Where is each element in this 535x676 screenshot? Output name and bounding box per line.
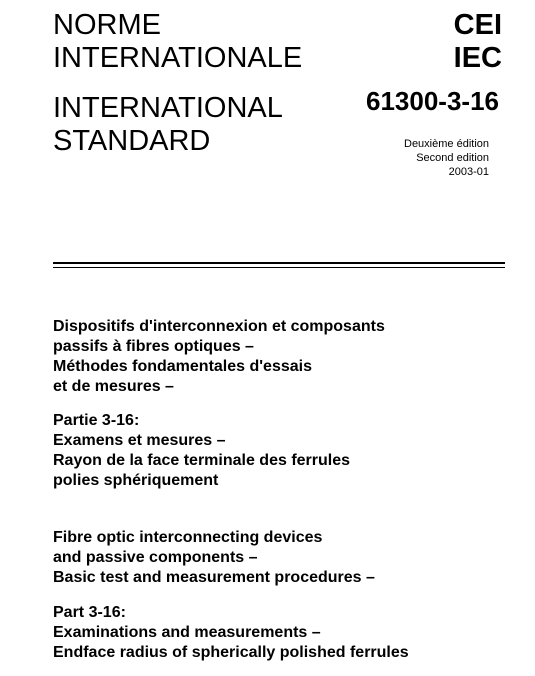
- iec-label: IEC: [453, 42, 502, 74]
- title-line: and passive components –: [53, 549, 258, 566]
- french-part-title: [53, 411, 350, 491]
- standard-number: 61300-3-16: [366, 86, 499, 116]
- title-line: Examens et mesures –: [53, 432, 226, 449]
- standard-line-2: STANDARD: [53, 125, 211, 157]
- edition-french: Deuxième édition: [404, 138, 489, 150]
- english-main-title: [53, 528, 375, 588]
- title-line: Endface radius of spherically polished ferrules: [53, 644, 409, 661]
- edition-info: [404, 137, 489, 179]
- standard-line-1: INTERNATIONAL: [53, 92, 283, 124]
- edition-date: 2003-01: [448, 166, 489, 178]
- english-part-title: [53, 603, 409, 663]
- cei-iec-marks: [454, 9, 502, 75]
- norme-line-1: NORME: [53, 9, 161, 41]
- title-line: Rayon de la face terminale des ferrules: [53, 452, 351, 469]
- title-line: Examinations and measurements –: [53, 624, 321, 641]
- title-line: Part 3-16:: [53, 604, 126, 621]
- title-line: Méthodes fondamentales d'essais: [53, 358, 312, 375]
- standard-heading: [53, 92, 283, 158]
- divider-rule-top: [53, 262, 505, 264]
- cei-label: CEI: [453, 9, 502, 41]
- title-line: passifs à fibres optiques –: [53, 338, 254, 355]
- title-line: Partie 3-16:: [53, 412, 140, 429]
- title-line: et de mesures –: [53, 378, 174, 395]
- title-line: Dispositifs d'interconnexion et composants: [53, 318, 385, 335]
- edition-english: Second edition: [416, 152, 489, 164]
- divider-rule-bottom: [53, 267, 505, 268]
- title-line: Basic test and measurement procedures –: [53, 569, 375, 586]
- title-line: Fibre optic interconnecting devices: [53, 529, 323, 546]
- norme-heading: [53, 9, 302, 75]
- title-line: polies sphériquement: [53, 472, 219, 489]
- french-main-title: [53, 317, 385, 397]
- norme-line-2: INTERNATIONALE: [53, 42, 303, 74]
